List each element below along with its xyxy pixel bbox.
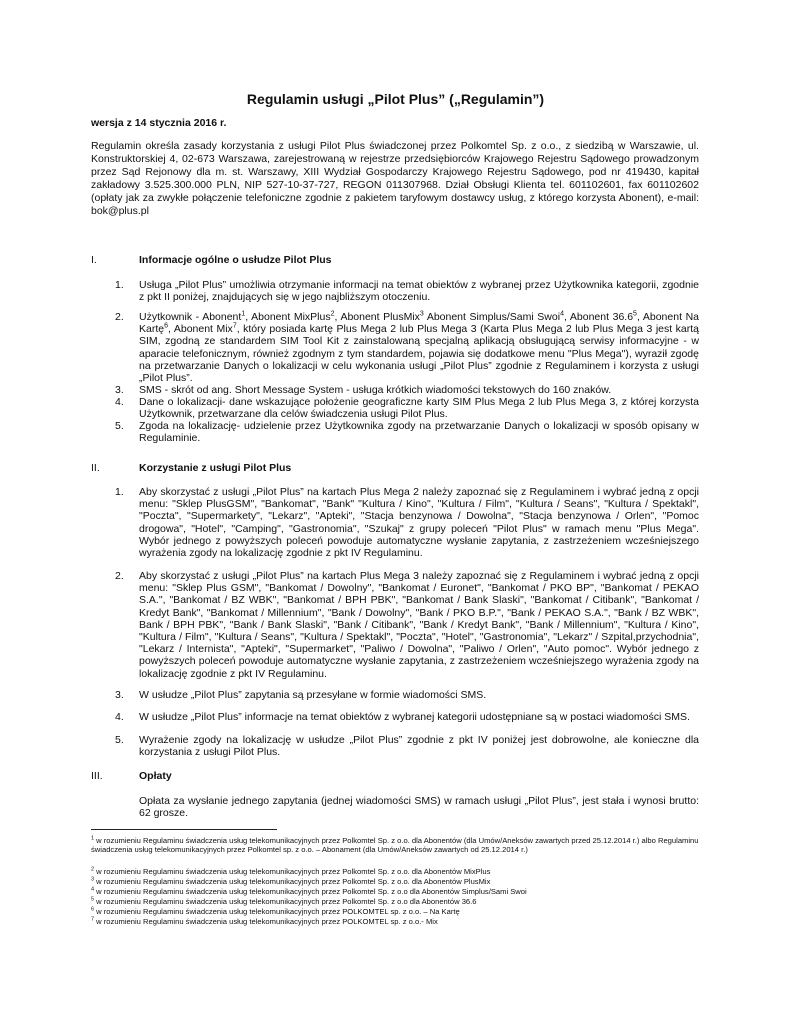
item-text: Zgoda na lokalizację- udzielenie przez Użytkownika zgody na przetwarzanie Danych o lokalizacji w sposób opisany w Regulaminie. bbox=[139, 420, 699, 445]
intro-paragraph: Regulamin określa zasady korzystania z usługi Pilot Plus świadczonej przez Polkomtel Sp. z o.o., z siedzibą w Warszawie, ul. Konstruktorskiej 4, 02-673 Warszawa, zarejestrowaną w rejestrze przedsiębiorców Krajowego Rejestru Sądowego prowadzonym przez Sąd Rejonowy dla m. st. Warszawy, XIII Wydział Gospodarczy Krajowego Rejestru Sądowego, pod nr 419430, kapitał zakładowy 3.525.300.000 PLN, NIP 527-10-37-727, REGON 011307968. Dział Obsługi Klienta tel. 601102601, fax 601102602 (opłaty jak za zwykłe połączenie telefoniczne zgodnie z pakietem taryfowym dostawcy usług, z którego korzysta Abonent), e-mail: bok@plus.pl bbox=[91, 140, 699, 217]
item-number: 2. bbox=[115, 311, 124, 323]
document-title: Regulamin usługi „Pilot Plus” („Regulamin”) bbox=[246, 91, 545, 107]
footnote bbox=[91, 897, 701, 906]
section-number: II. bbox=[91, 462, 100, 474]
text-run: Użytkownik - Abonent bbox=[139, 311, 242, 323]
footnote-text: w rozumieniu Regulaminu świadczenia usług telekomunikacyjnych przez POLKOMTEL sp. z o.o. – Na Kartę bbox=[94, 907, 460, 916]
footnote-ref: 5 bbox=[633, 310, 637, 318]
section-title: Opłaty bbox=[139, 770, 172, 782]
text-run: , Abonent 36.6 bbox=[563, 311, 634, 323]
footnote-number: 2 bbox=[91, 866, 95, 873]
item-number: 5. bbox=[115, 734, 124, 746]
footnote-number: 4 bbox=[91, 886, 95, 893]
text-run: , Abonent PlusMix bbox=[334, 311, 420, 323]
list-item bbox=[115, 486, 699, 559]
footnote-text: w rozumieniu Regulaminu świadczenia usług telekomunikacyjnych przez Polkomtel Sp. z o.o dla Abonentów Simplus/Sami Swoi bbox=[94, 887, 527, 896]
footnote bbox=[91, 836, 701, 854]
item-text: Wyrażenie zgody na lokalizację w usłudze „Pilot Plus” zgodnie z pkt IV poniżej jest dobrowolne, ale konieczne dla korzystania z usługi Pilot Plus. bbox=[139, 734, 699, 759]
list-item bbox=[115, 384, 699, 396]
footnote-ref: 4 bbox=[560, 310, 564, 318]
text-run: Abonent Simplus/Sami Swoi bbox=[423, 311, 561, 323]
footnote-ref: 3 bbox=[419, 310, 424, 318]
item-text: W usłudze „Pilot Plus” informacje na temat obiektów z wybranej kategorii udostępniane są w postaci wiadomości SMS. bbox=[139, 711, 690, 723]
list-item bbox=[115, 689, 699, 701]
item-text bbox=[139, 311, 699, 384]
item-number: 5. bbox=[115, 420, 124, 432]
document-version: wersja z 14 stycznia 2016 r. bbox=[91, 117, 227, 129]
section-number: I. bbox=[91, 254, 97, 266]
item-number: 4. bbox=[115, 396, 124, 408]
item-text: Aby skorzystać z usługi „Pilot Plus” na kartach Plus Mega 2 należy zapoznać się z Regulaminem i wybrać jedną z opcji menu: "Sklep PlusGSM", "Bankomat", "Bank" "Kultura / Kino", "Kultura / Film", "Kultura / Seans", "Kultura / Spektakl", "Poczta", "Supermarkety", "Lekarz", "Apteki", "Stacja benzynowa / Dowolna", "Stacja benzynowa / Orlen", "Pomoc drogowa", "Hotel", "Camping", "Gastronomia", "Szukaj" z grupy poleceń "Pilot Plus" w ramach menu "Plus Mega". Wybór jednego z powyższych poleceń powoduje automatyczne wysłanie zapytania, z zastrzeżeniem wcześniejszego wyrażenia zgody na lokalizację zgodnie z pkt IV Regulaminu. bbox=[139, 486, 699, 560]
item-text: Aby skorzystać z usługi „Pilot Plus” na kartach Plus Mega 3 należy zapoznać się z Regulaminem i wybrać jedną z opcji menu: "Sklep Plus GSM", "Bankomat / Dowolny", "Bankomat / Euronet", "Bankomat / PKO BP", "Bankomat / PEKAO S.A.", "Bankomat / BZ WBK", "Bankomat / BPH PBK", "Bankomat / Bank Slaski", "Bankomat / Citibank", "Bankomat / Kredyt Bank", "Bankomat / Millennium", "Bank / Dowolny", "Bank / PKO B.P.", "Bank / PEKAO S.A.", "Bank / BZ WBK", Bank / BPH PBK", "Bank / Bank Slaski", "Bank / Citibank", "Bank / Kredyt Bank", "Bank / Millennium", "Kultura / Kino", "Kultura / Film", "Kultura / Seans", "Kultura / Spektakl", "Poczta", "Hotel", "Gastronomia", "Lekarz" / Szpital,przychodnia", "Lekarz / Internista", "Apteki", "Supermarket", "Paliwo / Dowolna", "Paliwo / Orlen", "Auto pomoc". Wybór jednego z powyższych poleceń powoduje automatyczne wysłanie zapytania, z zastrzeżeniem wcześniejszego wyrażenia zgody na lokalizację zgodnie z pkt IV Regulaminu. bbox=[139, 570, 699, 680]
footnote bbox=[91, 887, 701, 896]
item-text: W usłudze „Pilot Plus” zapytania są przesyłane w formie wiadomości SMS. bbox=[139, 689, 487, 701]
footnote-text: w rozumieniu Regulaminu świadczenia usług telekomunikacyjnych przez Polkomtel Sp. z o.o. dla Abonentów MixPlus bbox=[94, 867, 491, 876]
text-run: , Abonent Na Kartę bbox=[139, 311, 700, 336]
footnote-ref: 1 bbox=[241, 310, 246, 318]
footnote-separator bbox=[91, 829, 277, 830]
item-text: Usługa „Pilot Plus” umożliwia otrzymanie informacji na temat obiektów z wybranej przez Użytkownika kategorii, zgodnie z pkt II poniżej, znajdujących się w jego najbliższym otoczeniu. bbox=[139, 279, 699, 304]
item-number: 3. bbox=[115, 384, 124, 396]
item-text: Dane o lokalizacji- dane wskazujące położenie geograficzne karty SIM Plus Mega 2 lub Plus Mega 3, z której korzysta Użytkownik, przetwarzane dla celów świadczenia usługi Pilot Plus. bbox=[139, 396, 699, 421]
section-title: Korzystanie z usługi Pilot Plus bbox=[139, 462, 292, 474]
footnote-ref: 6 bbox=[164, 322, 169, 330]
section-title: Informacje ogólne o usłudze Pilot Plus bbox=[139, 254, 332, 266]
footnote-number: 7 bbox=[91, 916, 95, 923]
footnote bbox=[91, 917, 701, 926]
list-item bbox=[115, 570, 699, 680]
footnote-number: 6 bbox=[91, 906, 95, 913]
footnote-text: w rozumieniu Regulaminu świadczenia usług telekomunikacyjnych przez Polkomtel Sp. z o.o. dla Abonentów PlusMix bbox=[94, 877, 491, 886]
text-run: , Abonent Mix bbox=[168, 323, 233, 336]
footnote-number: 5 bbox=[91, 896, 95, 903]
footnote-number: 3 bbox=[91, 876, 95, 883]
footnote-text: w rozumieniu Regulaminu świadczenia usług telekomunikacyjnych przez Polkomtel Sp. z o.o dla Abonentów 36.6 bbox=[94, 897, 477, 906]
footnote bbox=[91, 867, 701, 876]
list-item bbox=[115, 279, 699, 303]
footnote-text: w rozumieniu Regulaminu świadczenia usług telekomunikacyjnych przez Polkomtel Sp. z o.o. dla Abonentów (dla Umów/Aneksów zawartych przed 25.12.2014 r.) albo Regulaminu świadczenia usług telekomunikacyjnych przez Polkomtel sp. z o.o. – Abonament (dla Umów/Aneksów zawartych od 25.12.2014 r.) bbox=[91, 836, 699, 854]
list-item bbox=[115, 734, 699, 758]
list-item bbox=[115, 420, 699, 444]
item-number: 1. bbox=[115, 279, 124, 291]
item-text: SMS - skrót od ang. Short Message System - usługa krótkich wiadomości tekstowych do 160 znaków. bbox=[139, 384, 612, 396]
item-number: 4. bbox=[115, 711, 124, 723]
footnote-ref: 2 bbox=[330, 310, 335, 318]
item-number: 2. bbox=[115, 570, 124, 582]
footnote bbox=[91, 877, 701, 886]
footnote-text: w rozumieniu Regulaminu świadczenia usług telekomunikacyjnych przez POLKOMTEL sp. z o.o.- Mix bbox=[94, 917, 438, 926]
list-item bbox=[115, 711, 699, 723]
section-number: III. bbox=[91, 770, 103, 782]
item-number: 3. bbox=[115, 689, 124, 701]
section-paragraph: Opłata za wysłanie jednego zapytania (jednej wiadomości SMS) w ramach usługi „Pilot Plus”, jest stała i wynosi brutto: 62 grosze. bbox=[139, 795, 699, 820]
text-run: , Abonent MixPlus bbox=[245, 311, 331, 323]
text-run: , który posiada kartę Plus Mega 2 lub Plus Mega 3 (Karta Plus Mega 2 lub Plus Mega 3 jest kartą SIM, zgodną ze standardem SIM Tool Kit z zainstalowaną specjalną aplikacją obsługującą serwisy informacyjne - w aparacie telefonicznym, również zgodnym z tym standardem, pojawia się dodatkowe menu "Plus Mega"), wyraził zgodę na przetwarzanie Danych o lokalizacji w celu wykonania usługi „Pilot Plus” zgodnie z Regulaminem i korzysta z usługi „Pilot Plus”. bbox=[139, 323, 699, 385]
list-item bbox=[115, 396, 699, 420]
footnote-ref: 7 bbox=[232, 322, 237, 330]
footnote-number: 1 bbox=[91, 835, 95, 842]
footnote bbox=[91, 907, 701, 916]
list-item bbox=[115, 311, 699, 384]
item-number: 1. bbox=[115, 486, 124, 498]
